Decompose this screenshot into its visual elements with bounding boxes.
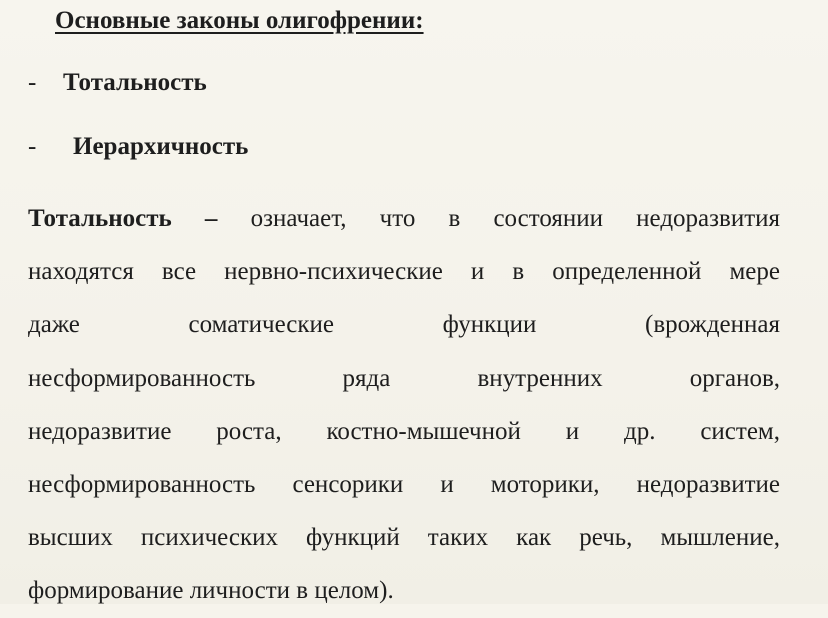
list-item-label: Иерархичность bbox=[73, 133, 249, 160]
definition-paragraph bbox=[28, 192, 780, 618]
list-item-hierarchy bbox=[28, 133, 528, 165]
defined-term: Тотальность – bbox=[28, 205, 218, 232]
document-heading: Основные законы олигофрении: bbox=[55, 7, 424, 34]
paragraph-line: находятся все нервно-психические и в определенной мере bbox=[28, 258, 780, 286]
paragraph-line: формирование личности в целом). bbox=[28, 577, 394, 605]
paragraph-line bbox=[28, 192, 780, 245]
list-bullet-dash: - bbox=[28, 133, 37, 160]
list-bullet-dash: - bbox=[28, 69, 37, 96]
paragraph-line-text: означает, что в состоянии недоразвития bbox=[217, 205, 780, 232]
paragraph-line: даже соматические функции (врожденная bbox=[28, 311, 780, 339]
paragraph-line: недоразвитие роста, костно-мышечной и др. систем, bbox=[28, 417, 780, 445]
list-item-label: Тотальность bbox=[63, 69, 207, 96]
paragraph-line: несформированность ряда внутренних органов, bbox=[28, 364, 780, 392]
paragraph-line: несформированность сенсорики и моторики, недоразвитие bbox=[28, 470, 780, 498]
list-item-totality bbox=[28, 69, 528, 101]
paragraph-line: высших психических функций таких как речь, мышление, bbox=[28, 524, 780, 552]
